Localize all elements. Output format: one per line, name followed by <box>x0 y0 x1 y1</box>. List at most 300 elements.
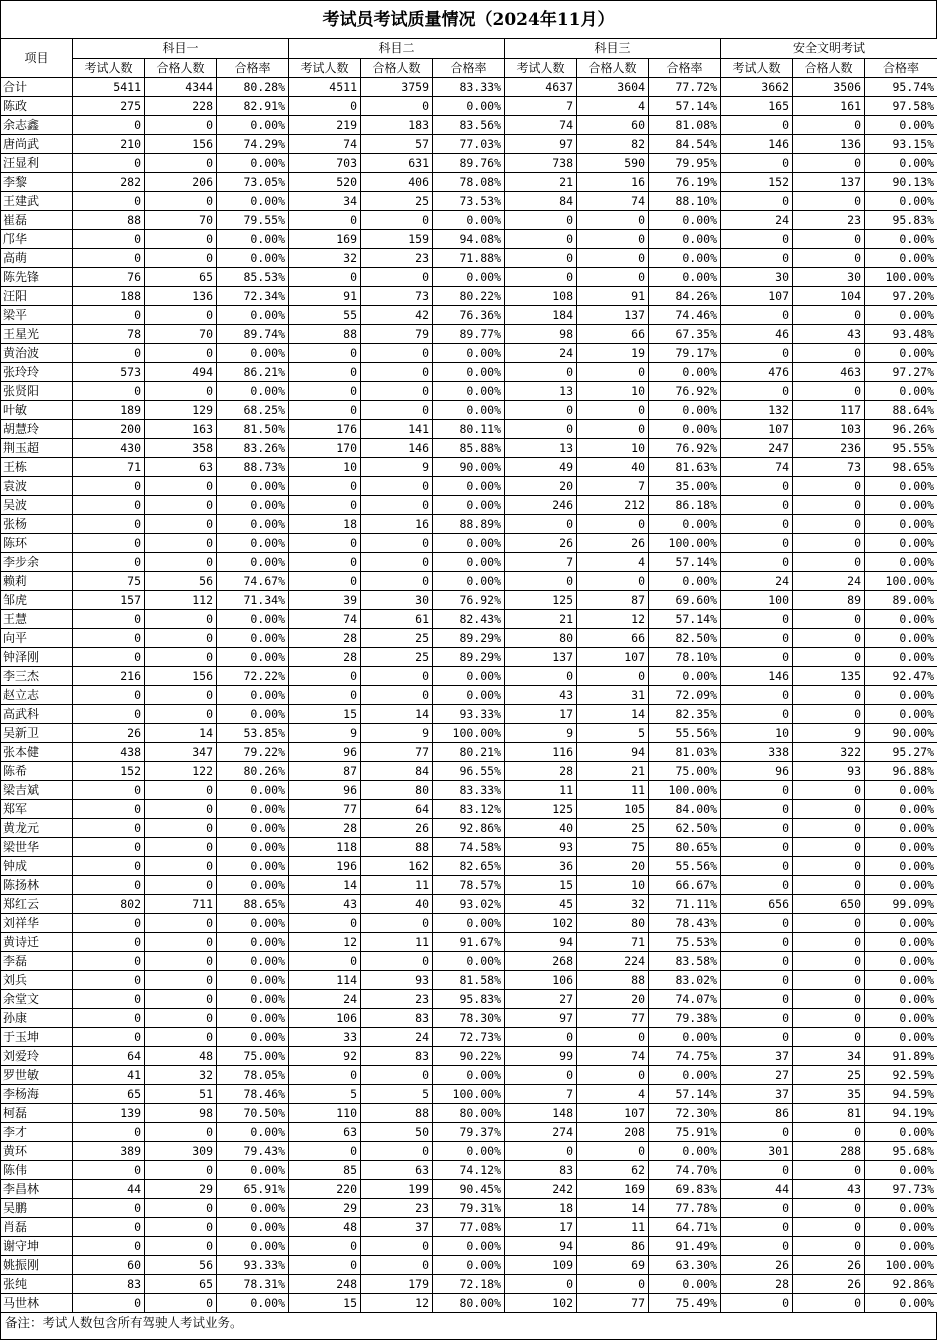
table-cell: 77.78% <box>649 1199 721 1218</box>
table-cell: 75.91% <box>649 1123 721 1142</box>
table-cell: 24 <box>721 572 793 591</box>
table-cell: 0.00% <box>217 249 289 268</box>
table-cell: 4637 <box>505 78 577 97</box>
table-cell: 0.00% <box>217 1161 289 1180</box>
table-cell: 0.00% <box>217 534 289 553</box>
footnote: 备注：考试人数包含所有驾驶人考试业务。 <box>0 1313 937 1340</box>
table-cell: 107 <box>577 648 649 667</box>
table-cell: 25 <box>793 1066 865 1085</box>
table-cell: 0 <box>145 990 217 1009</box>
table-cell: 0 <box>793 1294 865 1313</box>
table-row <box>1 857 937 876</box>
header-row-groups <box>1 39 937 59</box>
table-cell: 0 <box>73 971 145 990</box>
table-cell: 152 <box>721 173 793 192</box>
table-cell: 0.00% <box>865 933 937 952</box>
table-cell: 98 <box>505 325 577 344</box>
table-row <box>1 249 937 268</box>
table-cell: 0 <box>721 610 793 629</box>
table-cell: 93 <box>793 762 865 781</box>
table-cell: 72.22% <box>217 667 289 686</box>
table-row <box>1 1294 937 1313</box>
table-cell: 108 <box>505 287 577 306</box>
table-cell: 55.56% <box>649 857 721 876</box>
table-row <box>1 154 937 173</box>
table-cell: 0 <box>145 154 217 173</box>
table-cell: 29 <box>289 1199 361 1218</box>
table-cell: 84 <box>361 762 433 781</box>
table-cell: 40 <box>577 458 649 477</box>
table-cell: 11 <box>361 933 433 952</box>
table-cell: 24 <box>361 1028 433 1047</box>
table-cell: 322 <box>793 743 865 762</box>
table-cell: 78.46% <box>217 1085 289 1104</box>
table-cell: 0 <box>289 211 361 230</box>
table-cell: 78.57% <box>433 876 505 895</box>
table-cell: 199 <box>361 1180 433 1199</box>
table-cell: 80.28% <box>217 78 289 97</box>
table-cell: 86.18% <box>649 496 721 515</box>
table-cell: 0 <box>505 1066 577 1085</box>
examiner-name: 邝华 <box>1 230 73 249</box>
table-cell: 74.58% <box>433 838 505 857</box>
table-row <box>1 211 937 230</box>
table-cell: 71.34% <box>217 591 289 610</box>
table-cell: 19 <box>577 344 649 363</box>
table-cell: 18 <box>505 1199 577 1218</box>
table-cell: 0 <box>793 686 865 705</box>
table-cell: 74 <box>505 116 577 135</box>
table-cell: 347 <box>145 743 217 762</box>
table-cell: 0 <box>721 1218 793 1237</box>
table-cell: 100.00% <box>649 534 721 553</box>
table-cell: 91.67% <box>433 933 505 952</box>
examiner-name: 陈政 <box>1 97 73 116</box>
table-cell: 176 <box>289 420 361 439</box>
examiner-name: 崔磊 <box>1 211 73 230</box>
table-cell: 88.65% <box>217 895 289 914</box>
table-cell: 476 <box>721 363 793 382</box>
header-sub-pass-rate: 合格率 <box>865 58 937 78</box>
examiner-name: 李步余 <box>1 553 73 572</box>
table-cell: 146 <box>721 135 793 154</box>
table-cell: 0.00% <box>865 838 937 857</box>
table-cell: 87 <box>289 762 361 781</box>
table-cell: 0.00% <box>865 1028 937 1047</box>
table-cell: 89.29% <box>433 629 505 648</box>
examiner-name: 梁平 <box>1 306 73 325</box>
table-cell: 0 <box>145 230 217 249</box>
table-cell: 32 <box>145 1066 217 1085</box>
table-cell: 146 <box>721 667 793 686</box>
table-cell: 0 <box>361 211 433 230</box>
table-cell: 0.00% <box>649 1028 721 1047</box>
table-cell: 136 <box>145 287 217 306</box>
table-cell: 0.00% <box>217 857 289 876</box>
table-cell: 0.00% <box>649 249 721 268</box>
examiner-name: 李黎 <box>1 173 73 192</box>
table-cell: 0 <box>145 553 217 572</box>
table-row <box>1 1123 937 1142</box>
examiner-name: 汪阳 <box>1 287 73 306</box>
table-cell: 78.30% <box>433 1009 505 1028</box>
table-cell: 122 <box>145 762 217 781</box>
table-cell: 95.68% <box>865 1142 937 1161</box>
table-cell: 60 <box>73 1256 145 1275</box>
table-cell: 14 <box>361 705 433 724</box>
header-group-subject3: 科目三 <box>505 39 721 59</box>
table-cell: 98 <box>145 1104 217 1123</box>
table-cell: 0.00% <box>433 1066 505 1085</box>
table-cell: 88 <box>361 838 433 857</box>
table-cell: 0 <box>721 933 793 952</box>
table-cell: 0.00% <box>433 914 505 933</box>
table-cell: 0 <box>73 496 145 515</box>
examiner-name: 李三杰 <box>1 667 73 686</box>
table-cell: 0 <box>793 382 865 401</box>
table-cell: 0 <box>73 876 145 895</box>
table-cell: 107 <box>721 420 793 439</box>
examiner-name: 肖磊 <box>1 1218 73 1237</box>
table-cell: 0.00% <box>217 705 289 724</box>
table-cell: 71.11% <box>649 895 721 914</box>
table-cell: 0.00% <box>865 876 937 895</box>
table-cell: 74 <box>577 1047 649 1066</box>
table-cell: 0 <box>73 515 145 534</box>
table-cell: 268 <box>505 952 577 971</box>
table-cell: 0 <box>361 1142 433 1161</box>
table-cell: 83.33% <box>433 781 505 800</box>
table-cell: 0 <box>721 705 793 724</box>
table-cell: 96 <box>721 762 793 781</box>
table-cell: 94 <box>505 933 577 952</box>
table-cell: 163 <box>145 420 217 439</box>
table-cell: 0 <box>73 648 145 667</box>
table-cell: 79.95% <box>649 154 721 173</box>
table-cell: 0.00% <box>217 382 289 401</box>
table-row <box>1 173 937 192</box>
table-cell: 0.00% <box>649 230 721 249</box>
table-row <box>1 287 937 306</box>
table-row <box>1 876 937 895</box>
examiner-name: 于玉坤 <box>1 1028 73 1047</box>
table-cell: 83.26% <box>217 439 289 458</box>
examiner-name: 王建武 <box>1 192 73 211</box>
table-cell: 77 <box>361 743 433 762</box>
table-cell: 0.00% <box>865 515 937 534</box>
table-cell: 10 <box>577 439 649 458</box>
header-group-subject2: 科目二 <box>289 39 505 59</box>
table-cell: 0 <box>793 914 865 933</box>
table-cell: 43 <box>289 895 361 914</box>
examiner-name: 孙康 <box>1 1009 73 1028</box>
table-cell: 0 <box>721 1237 793 1256</box>
table-cell: 0 <box>145 1218 217 1237</box>
examiner-name: 王星光 <box>1 325 73 344</box>
table-cell: 0.00% <box>865 1237 937 1256</box>
table-cell: 103 <box>793 420 865 439</box>
table-cell: 0 <box>577 1142 649 1161</box>
table-cell: 0.00% <box>217 192 289 211</box>
table-cell: 97.58% <box>865 97 937 116</box>
table-cell: 246 <box>505 496 577 515</box>
table-cell: 212 <box>577 496 649 515</box>
table-cell: 83.12% <box>433 800 505 819</box>
examiner-name: 柯磊 <box>1 1104 73 1123</box>
table-cell: 0.00% <box>217 344 289 363</box>
table-cell: 72.30% <box>649 1104 721 1123</box>
table-cell: 0.00% <box>649 363 721 382</box>
table-cell: 0 <box>793 610 865 629</box>
header-sub-exam-count: 考试人数 <box>289 58 361 78</box>
table-cell: 106 <box>289 1009 361 1028</box>
table-cell: 25 <box>361 629 433 648</box>
table-cell: 0.00% <box>217 610 289 629</box>
table-cell: 0 <box>793 781 865 800</box>
table-cell: 0.00% <box>217 515 289 534</box>
table-cell: 0 <box>577 667 649 686</box>
examiner-name: 郑红云 <box>1 895 73 914</box>
table-cell: 112 <box>145 591 217 610</box>
table-cell: 89.29% <box>433 648 505 667</box>
table-row <box>1 705 937 724</box>
table-cell: 0 <box>577 363 649 382</box>
table-cell: 65 <box>145 1275 217 1294</box>
table-cell: 91 <box>577 287 649 306</box>
table-cell: 0 <box>361 1066 433 1085</box>
table-cell: 0.00% <box>217 781 289 800</box>
table-cell: 0 <box>145 838 217 857</box>
table-cell: 430 <box>73 439 145 458</box>
table-cell: 0 <box>793 1199 865 1218</box>
table-cell: 0.00% <box>865 1218 937 1237</box>
table-row <box>1 667 937 686</box>
table-cell: 73 <box>793 458 865 477</box>
examiner-name: 陈扬林 <box>1 876 73 895</box>
table-cell: 0 <box>793 534 865 553</box>
table-cell: 0 <box>73 249 145 268</box>
table-cell: 21 <box>505 610 577 629</box>
examiner-name: 王慧 <box>1 610 73 629</box>
table-cell: 15 <box>289 1294 361 1313</box>
table-cell: 82.50% <box>649 629 721 648</box>
table-cell: 118 <box>289 838 361 857</box>
table-cell: 69 <box>577 1256 649 1275</box>
table-row <box>1 1009 937 1028</box>
table-cell: 161 <box>793 97 865 116</box>
table-cell: 0 <box>145 1161 217 1180</box>
table-cell: 0 <box>577 249 649 268</box>
table-cell: 44 <box>73 1180 145 1199</box>
header-sub-pass-count: 合格人数 <box>145 58 217 78</box>
table-row <box>1 1142 937 1161</box>
table-cell: 95.74% <box>865 78 937 97</box>
table-cell: 56 <box>145 1256 217 1275</box>
table-cell: 0.00% <box>865 705 937 724</box>
examiner-name: 李杨海 <box>1 1085 73 1104</box>
table-row <box>1 743 937 762</box>
table-cell: 61 <box>361 610 433 629</box>
table-cell: 0 <box>73 154 145 173</box>
table-cell: 26 <box>361 819 433 838</box>
table-cell: 37 <box>721 1047 793 1066</box>
table-cell: 80 <box>577 914 649 933</box>
table-cell: 107 <box>721 287 793 306</box>
table-cell: 0.00% <box>865 648 937 667</box>
examiner-name: 刘爱玲 <box>1 1047 73 1066</box>
table-cell: 74.07% <box>649 990 721 1009</box>
table-cell: 0.00% <box>217 819 289 838</box>
table-cell: 179 <box>361 1275 433 1294</box>
table-cell: 0.00% <box>865 952 937 971</box>
table-row <box>1 1028 937 1047</box>
table-cell: 71 <box>577 933 649 952</box>
table-cell: 0 <box>73 477 145 496</box>
table-cell: 0 <box>73 1123 145 1142</box>
examiner-name: 郑军 <box>1 800 73 819</box>
table-cell: 129 <box>145 401 217 420</box>
table-cell: 104 <box>793 287 865 306</box>
table-cell: 0 <box>721 230 793 249</box>
table-cell: 0 <box>361 97 433 116</box>
table-cell: 96 <box>289 743 361 762</box>
table-cell: 11 <box>505 781 577 800</box>
table-cell: 94.19% <box>865 1104 937 1123</box>
table-cell: 7 <box>505 97 577 116</box>
table-cell: 0.00% <box>865 800 937 819</box>
table-cell: 72.18% <box>433 1275 505 1294</box>
table-cell: 0 <box>73 629 145 648</box>
table-cell: 301 <box>721 1142 793 1161</box>
table-cell: 57 <box>361 135 433 154</box>
table-cell: 81 <box>793 1104 865 1123</box>
table-cell: 78.43% <box>649 914 721 933</box>
table-cell: 91.89% <box>865 1047 937 1066</box>
table-row <box>1 648 937 667</box>
table-cell: 9 <box>505 724 577 743</box>
table-cell: 57.14% <box>649 1085 721 1104</box>
table-cell: 82.91% <box>217 97 289 116</box>
table-cell: 88.73% <box>217 458 289 477</box>
table-cell: 7 <box>505 1085 577 1104</box>
table-cell: 116 <box>505 743 577 762</box>
table-cell: 0 <box>721 344 793 363</box>
table-cell: 80 <box>505 629 577 648</box>
table-row <box>1 344 937 363</box>
table-cell: 63 <box>145 458 217 477</box>
table-cell: 0 <box>145 952 217 971</box>
table-cell: 88 <box>577 971 649 990</box>
examiner-name: 合计 <box>1 78 73 97</box>
table-cell: 92.47% <box>865 667 937 686</box>
table-cell: 0 <box>73 306 145 325</box>
table-cell: 0 <box>145 781 217 800</box>
table-cell: 89 <box>793 591 865 610</box>
table-row <box>1 458 937 477</box>
table-cell: 62.50% <box>649 819 721 838</box>
table-cell: 0.00% <box>433 534 505 553</box>
table-cell: 93.15% <box>865 135 937 154</box>
sheet-title: 考试员考试质量情况（2024年11月） <box>0 0 937 38</box>
table-cell: 5 <box>361 1085 433 1104</box>
table-cell: 74.70% <box>649 1161 721 1180</box>
table-cell: 45 <box>505 895 577 914</box>
table-cell: 20 <box>505 477 577 496</box>
table-cell: 64 <box>361 800 433 819</box>
table-row <box>1 952 937 971</box>
table-cell: 34 <box>289 192 361 211</box>
table-cell: 125 <box>505 800 577 819</box>
table-cell: 0.00% <box>865 249 937 268</box>
table-cell: 0.00% <box>865 629 937 648</box>
table-cell: 65 <box>145 268 217 287</box>
table-cell: 36 <box>505 857 577 876</box>
table-cell: 0 <box>721 1294 793 1313</box>
table-cell: 66.67% <box>649 876 721 895</box>
examiner-name: 刘祥华 <box>1 914 73 933</box>
table-cell: 0.00% <box>433 686 505 705</box>
table-cell: 0 <box>145 382 217 401</box>
table-cell: 0 <box>73 1161 145 1180</box>
table-cell: 66 <box>577 629 649 648</box>
table-cell: 0 <box>505 420 577 439</box>
table-cell: 77 <box>577 1294 649 1313</box>
table-row <box>1 325 937 344</box>
table-cell: 0.00% <box>433 97 505 116</box>
table-cell: 0 <box>145 933 217 952</box>
table-row <box>1 838 937 857</box>
exam-quality-table <box>0 38 937 1313</box>
table-cell: 0 <box>145 610 217 629</box>
table-cell: 3506 <box>793 78 865 97</box>
table-cell: 0 <box>73 553 145 572</box>
table-cell: 165 <box>721 97 793 116</box>
table-row <box>1 895 937 914</box>
table-cell: 188 <box>73 287 145 306</box>
table-cell: 711 <box>145 895 217 914</box>
table-cell: 14 <box>145 724 217 743</box>
table-cell: 0 <box>721 857 793 876</box>
table-cell: 77.03% <box>433 135 505 154</box>
table-cell: 0.00% <box>865 534 937 553</box>
table-row <box>1 534 937 553</box>
table-cell: 87 <box>577 591 649 610</box>
table-cell: 0 <box>721 1009 793 1028</box>
table-cell: 0 <box>361 382 433 401</box>
table-cell: 0 <box>721 1161 793 1180</box>
table-cell: 77 <box>289 800 361 819</box>
table-cell: 0 <box>289 914 361 933</box>
table-cell: 0.00% <box>865 914 937 933</box>
examiner-name: 胡慧玲 <box>1 420 73 439</box>
table-cell: 224 <box>577 952 649 971</box>
table-row <box>1 401 937 420</box>
examiner-name: 邹虎 <box>1 591 73 610</box>
table-cell: 0 <box>505 249 577 268</box>
table-cell: 81.03% <box>649 743 721 762</box>
table-cell: 12 <box>289 933 361 952</box>
table-cell: 0 <box>289 97 361 116</box>
table-cell: 0.00% <box>217 800 289 819</box>
table-cell: 94.59% <box>865 1085 937 1104</box>
table-cell: 43 <box>793 1180 865 1199</box>
table-cell: 24 <box>505 344 577 363</box>
table-cell: 93.02% <box>433 895 505 914</box>
examiner-name: 李磊 <box>1 952 73 971</box>
table-row <box>1 762 937 781</box>
table-cell: 91.49% <box>649 1237 721 1256</box>
table-cell: 0 <box>793 952 865 971</box>
